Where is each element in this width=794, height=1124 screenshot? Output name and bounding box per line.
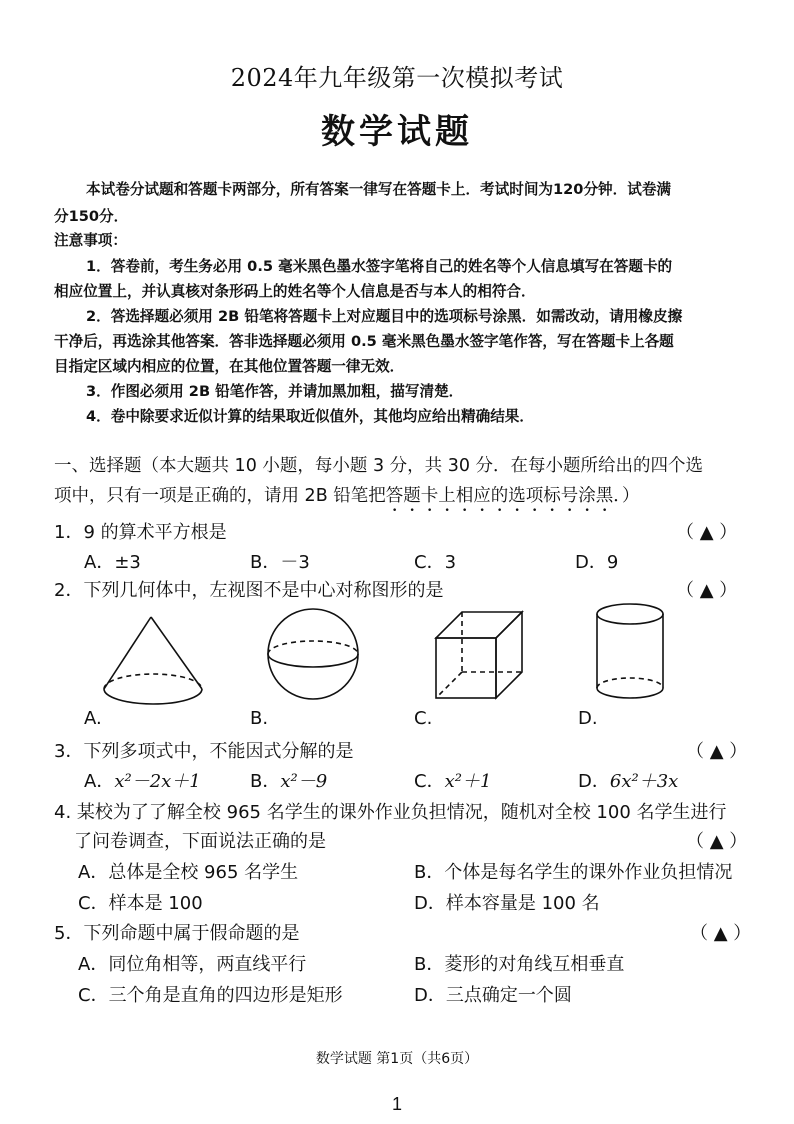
question-3-stem: 3．下列多项式中，不能因式分解的是 [54,741,354,762]
q4-option-b: B．个体是每名学生的课外作业负担情况 [414,862,733,883]
notice-label: 注意事项： [54,232,127,249]
cylinder-base-front [597,688,663,698]
cone-right-edge [151,617,202,689]
cone-base-front [104,689,202,704]
answer-mark-1: （ ▲ ） [676,522,738,543]
section-1-heading-line-2 [54,482,640,516]
cube-side-face [496,612,522,698]
answer-mark-5: （ ▲ ） [690,923,752,944]
cylinder-base-back [597,678,663,688]
question-1-stem: 1．9 的算术平方根是 [54,522,227,543]
answer-mark-2: （ ▲ ） [676,580,738,601]
cube-figure [432,608,528,704]
cube-front-face [436,638,496,698]
page-footer: 数学试题 第1页（共6页） [315,1051,479,1067]
q4-option-c: C．样本是 100 [78,893,203,914]
sphere-equator-back [268,641,358,654]
q4-option-a: A．总体是全校 965 名学生 [78,862,299,883]
question-5-stem: 5．下列命题中属于假命题的是 [54,923,300,944]
q2-option-c: C. [414,708,433,729]
q5-option-d: D．三点确定一个圆 [414,985,572,1006]
q3-option-a-expression: x²－2x＋1 [114,771,201,792]
q1-option-d: D．9 [575,552,619,573]
notice-3: 3．作图必须用 2B 铅笔作答，并请加黑加粗，描写清楚． [86,383,464,400]
section-1-heading-text: 项中，只有一项是正确的，请用 2B 铅笔把 [54,486,386,506]
q3-option-d-label: D． [578,771,610,792]
notice-2-line-1: 2．答选择题必须用 2B 铅笔将答题卡上对应题目中的选项标号涂黑．如需改动，请用橡皮擦 [86,308,683,325]
q5-option-c: C．三个角是直角的四边形是矩形 [78,985,343,1006]
q4-option-d: D．样本容量是 100 名 [414,893,600,914]
q1-option-b: B．－3 [250,552,310,573]
exam-title: 2024年九年级第一次模拟考试 [230,64,564,92]
q5-option-b: B．菱形的对角线互相垂直 [414,954,625,975]
cylinder-figure [592,600,672,706]
q2-option-b: B. [250,708,269,729]
intro-line-1: 本试卷分试题和答题卡两部分，所有答案一律写在答题卡上．考试时间为120分钟．试卷满 [86,181,672,198]
intro-line-2: 分150分． [54,208,129,225]
notice-2-line-3: 目指定区域内相应的位置，在其他位置答题一律无效． [54,358,405,375]
notice-4: 4．卷中除要求近似计算的结果取近似值外，其他均应给出精确结果． [86,408,534,425]
notice-2-line-2: 干净后，再选涂其他答案．答非选择题必须用 0.5 毫米黑色墨水签字笔作答，写在答题卡上各题 [54,333,674,350]
question-4-stem-line-2: 了问卷调查，下面说法正确的是 [74,831,326,852]
section-1-heading-line-1: 一、选择题（本大题共 10 小题，每小题 3 分，共 30 分．在每小题所给出的四个选 [54,456,704,476]
q5-option-a: A．同位角相等，两直线平行 [78,954,307,975]
q3-option-a [84,767,201,793]
q3-option-d [578,767,678,793]
q3-option-c-label: C． [414,771,445,792]
emphasis-text: 答题卡上相应的选项标号涂黑 [385,486,614,506]
q2-option-d: D. [578,708,598,729]
q3-option-d-expression: 6x²＋3x [609,771,679,792]
q3-option-b-expression: x²－9 [280,771,328,792]
q3-option-a-label: A． [84,771,115,792]
sphere-equator-front [268,654,358,667]
q3-option-c-expression: x²＋1 [444,771,492,792]
section-1-heading-end: ．） [613,486,640,506]
q1-option-c: C．3 [414,552,457,573]
cylinder-top [597,604,663,624]
notice-1-line-2: 相应位置上，并认真核对条形码上的姓名等个人信息是否与本人的相符合． [54,283,536,300]
cone-base-back [104,674,202,689]
notice-1-line-1: 1．答卷前，考生务必用 0.5 毫米黑色墨水签字笔将自己的姓名等个人信息填写在答题卡的 [86,258,673,275]
q2-option-a: A. [84,708,102,729]
q3-option-c [414,767,491,793]
cube-hidden-diagonal [436,672,462,698]
sphere-figure [265,604,365,704]
question-2-stem: 2．下列几何体中，左视图不是中心对称图形的是 [54,580,444,601]
sphere-outline [268,609,358,699]
answer-mark-3: （ ▲ ） [686,741,748,762]
page-number: 1 [391,1094,402,1114]
answer-mark-4: （ ▲ ） [686,831,748,852]
cone-figure [96,605,216,705]
question-4-stem-line-1: 4. 某校为了了解全校 965 名学生的课外作业负担情况，随机对全校 100 名学生进行 [54,802,727,823]
q3-option-b-label: B． [250,771,281,792]
q3-option-b [250,767,327,793]
cone-left-edge [104,617,151,689]
q1-option-a: A．±3 [84,552,141,573]
exam-subject: 数学试题 [321,112,473,152]
